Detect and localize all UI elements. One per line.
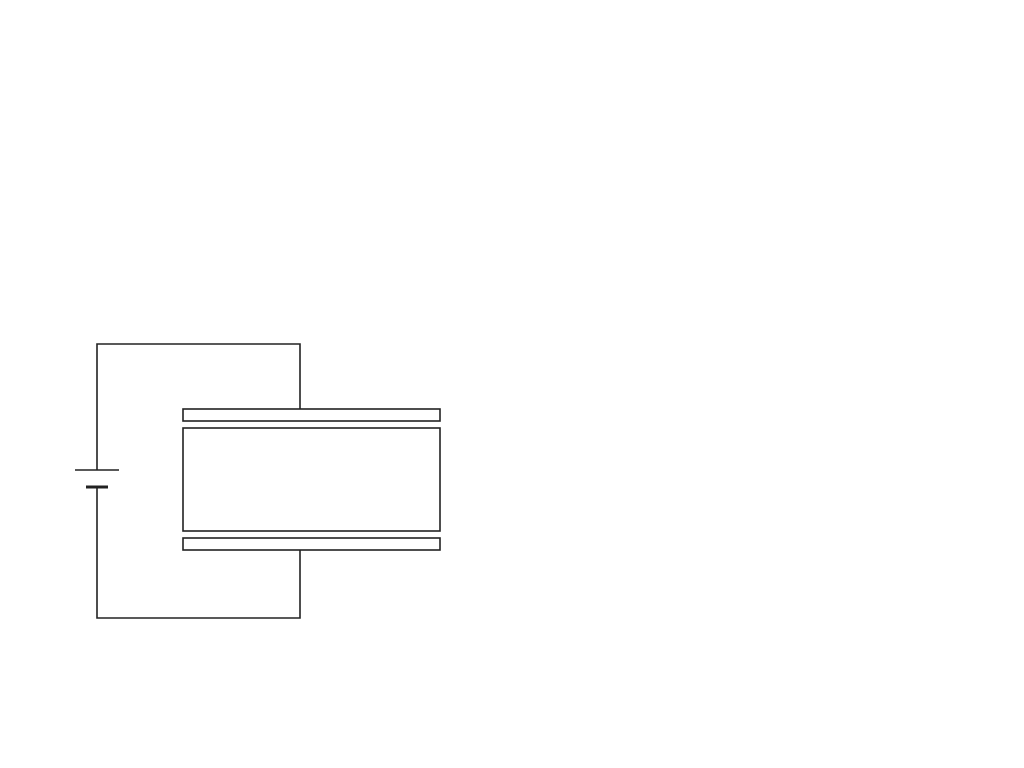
figure-caption [242, 700, 255, 724]
top-electrode [183, 409, 440, 421]
battery-symbol [75, 470, 119, 487]
bottom-electrode [183, 538, 440, 550]
dielectric-slab [183, 428, 440, 531]
